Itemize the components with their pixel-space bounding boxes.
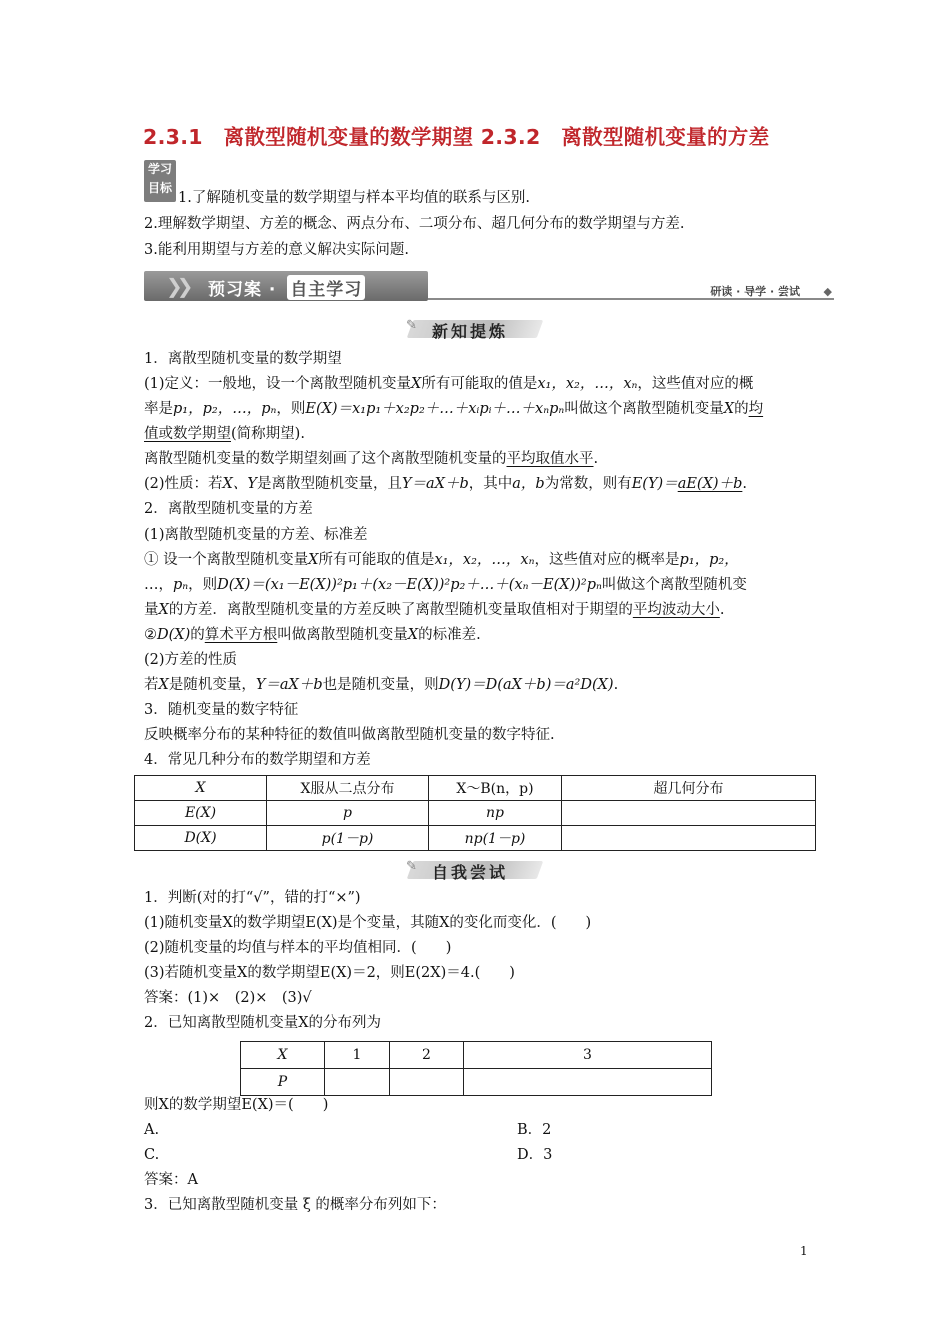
table-row: [135, 776, 816, 801]
table-cell: X～B(n，p): [429, 776, 562, 801]
table-cell: [562, 801, 816, 826]
question-1: 1．判断(对的打“√”，错的打“×”): [144, 890, 361, 906]
badge-line-2: 目标: [147, 181, 172, 195]
table-cell: np(1－p): [429, 826, 562, 851]
table-cell: X: [241, 1042, 325, 1069]
section-title-2: 自我尝试: [432, 863, 509, 882]
table-row: [135, 826, 816, 851]
table-row: [241, 1069, 712, 1096]
property-line: (2)性质：若X、Y是离散型随机变量，且Y＝aX＋b，其中a，b为常数，则有E(Y)＝aE(X)＋b.: [144, 476, 747, 492]
table-cell: np: [429, 801, 562, 826]
table-cell: P: [241, 1069, 325, 1096]
answer-2: 答案：A: [144, 1172, 198, 1188]
table-cell: 超几何分布: [562, 776, 816, 801]
option-b: B．2: [517, 1122, 552, 1138]
option-c: C.: [144, 1147, 160, 1163]
table-cell: p(1－p): [267, 826, 429, 851]
table-cell: X: [135, 776, 267, 801]
table-cell: [562, 826, 816, 851]
table-cell: [464, 1069, 712, 1096]
variance-property-line: 若X是随机变量，Y＝aX＋b也是随机变量，则D(Y)＝D(aX＋b)＝a²D(X).: [144, 677, 619, 693]
variance-line-3: 量X的方差．离散型随机变量的方差反映了离散型随机变量取值相对于期望的平均波动大小.: [144, 602, 725, 618]
question-1-2: (2)随机变量的均值与样本的平均值相同．( ): [144, 940, 452, 956]
learning-goal-badge: [144, 160, 176, 202]
preview-banner: [144, 271, 834, 301]
table-cell: [325, 1069, 390, 1096]
banner-dot: ·: [268, 280, 277, 300]
diamond-icon: ◆: [823, 285, 832, 298]
option-d: D．3: [517, 1147, 553, 1163]
question-1-1: (1)随机变量X的数学期望E(X)是个变量，其随X的变化而变化．( ): [144, 915, 592, 931]
section-new-knowledge: [406, 318, 540, 341]
table-row: [135, 801, 816, 826]
table-cell: p: [267, 801, 429, 826]
def-line-2: 率是p₁，p₂，…，pₙ，则E(X)＝x₁p₁＋x₂p₂＋…＋xᵢpᵢ＋…＋xₙpₙ叫做这个离散型随机变量X的均: [144, 401, 764, 417]
banner-bar: [144, 271, 428, 301]
table-cell: 2: [390, 1042, 464, 1069]
question-3: 3．已知离散型随机变量 ξ 的概率分布列如下：: [144, 1197, 446, 1213]
option-a: A.: [144, 1122, 160, 1138]
answer-1: 答案：(1)× (2)× (3)√: [144, 990, 312, 1006]
banner-right-text: 研读 · 导学 · 尝试: [710, 285, 800, 298]
question-1-3: (3)若随机变量X的数学期望E(X)＝2，则E(2X)＝4.( ): [144, 965, 515, 981]
std-dev-line: ②D(X)的算术平方根叫做离散型随机变量X的标准差.: [144, 627, 481, 643]
sparkle-icon: ✎: [406, 318, 417, 333]
variance-property-heading: (2)方差的性质: [144, 652, 238, 668]
question-2: 2．已知离散型随机变量X的分布列为: [144, 1015, 382, 1031]
heading-4: 4．常见几种分布的数学期望和方差: [144, 752, 371, 768]
q2-distribution-table: [240, 1041, 712, 1096]
variance-line-1: ① 设一个离散型随机变量X所有可能取的值是x₁，x₂，…，xₙ，这些值对应的概率是p₁，p₂，: [144, 552, 739, 568]
variance-line-2: …，pₙ，则D(X)＝(x₁－E(X))²p₁＋(x₂－E(X))²p₂＋…＋(xₙ－E(X))²pₙ叫做这个离散型随机变: [144, 577, 747, 593]
goal-3: 3.能利用期望与方差的意义解决实际问题.: [144, 242, 409, 258]
meaning-line: 离散型随机变量的数学期望刻画了这个离散型随机变量的平均取值水平.: [144, 451, 599, 467]
def-line-3: 值或数学期望(简称期望).: [144, 426, 305, 442]
numeric-feature-line: 反映概率分布的某种特征的数值叫做离散型随机变量的数字特征.: [144, 727, 555, 743]
table-cell: [390, 1069, 464, 1096]
distribution-table: [134, 775, 816, 851]
goal-1: 1.了解随机变量的数学期望与样本平均值的联系与区别.: [178, 190, 530, 206]
section-title-1: 新知提炼: [432, 322, 509, 341]
question-2-ask: 则X的数学期望E(X)＝( ): [144, 1097, 329, 1113]
chevron-right-icon: ❯❯: [166, 274, 188, 298]
banner-label: [208, 275, 365, 300]
table-cell: D(X): [135, 826, 267, 851]
goal-2: 2.理解数学期望、方差的概念、两点分布、二项分布、超几何分布的数学期望与方差.: [144, 216, 685, 232]
heading-3: 3．随机变量的数字特征: [144, 702, 299, 718]
page-title: 2.3.1 离散型随机变量的数学期望 2.3.2 离散型随机变量的方差: [143, 125, 770, 149]
heading-1: 1．离散型随机变量的数学期望: [144, 351, 342, 367]
section-self-try: [406, 859, 540, 882]
badge-line-1: 学习: [147, 162, 172, 176]
variance-sub-heading: (1)离散型随机变量的方差、标准差: [144, 527, 368, 543]
sparkle-icon: ✎: [406, 859, 417, 874]
heading-2: 2．离散型随机变量的方差: [144, 501, 313, 517]
table-cell: X服从二点分布: [267, 776, 429, 801]
table-cell: 1: [325, 1042, 390, 1069]
banner-highlight: 自主学习: [287, 275, 365, 300]
banner-left-text: 预习案: [208, 280, 262, 300]
page-number: 1: [800, 1244, 808, 1258]
def-line-1: (1)定义：一般地，设一个离散型随机变量X所有可能取的值是x₁，x₂，…，xₙ，这些值对应的概: [144, 376, 754, 392]
table-row: [241, 1042, 712, 1069]
table-cell: 3: [464, 1042, 712, 1069]
table-cell: E(X): [135, 801, 267, 826]
